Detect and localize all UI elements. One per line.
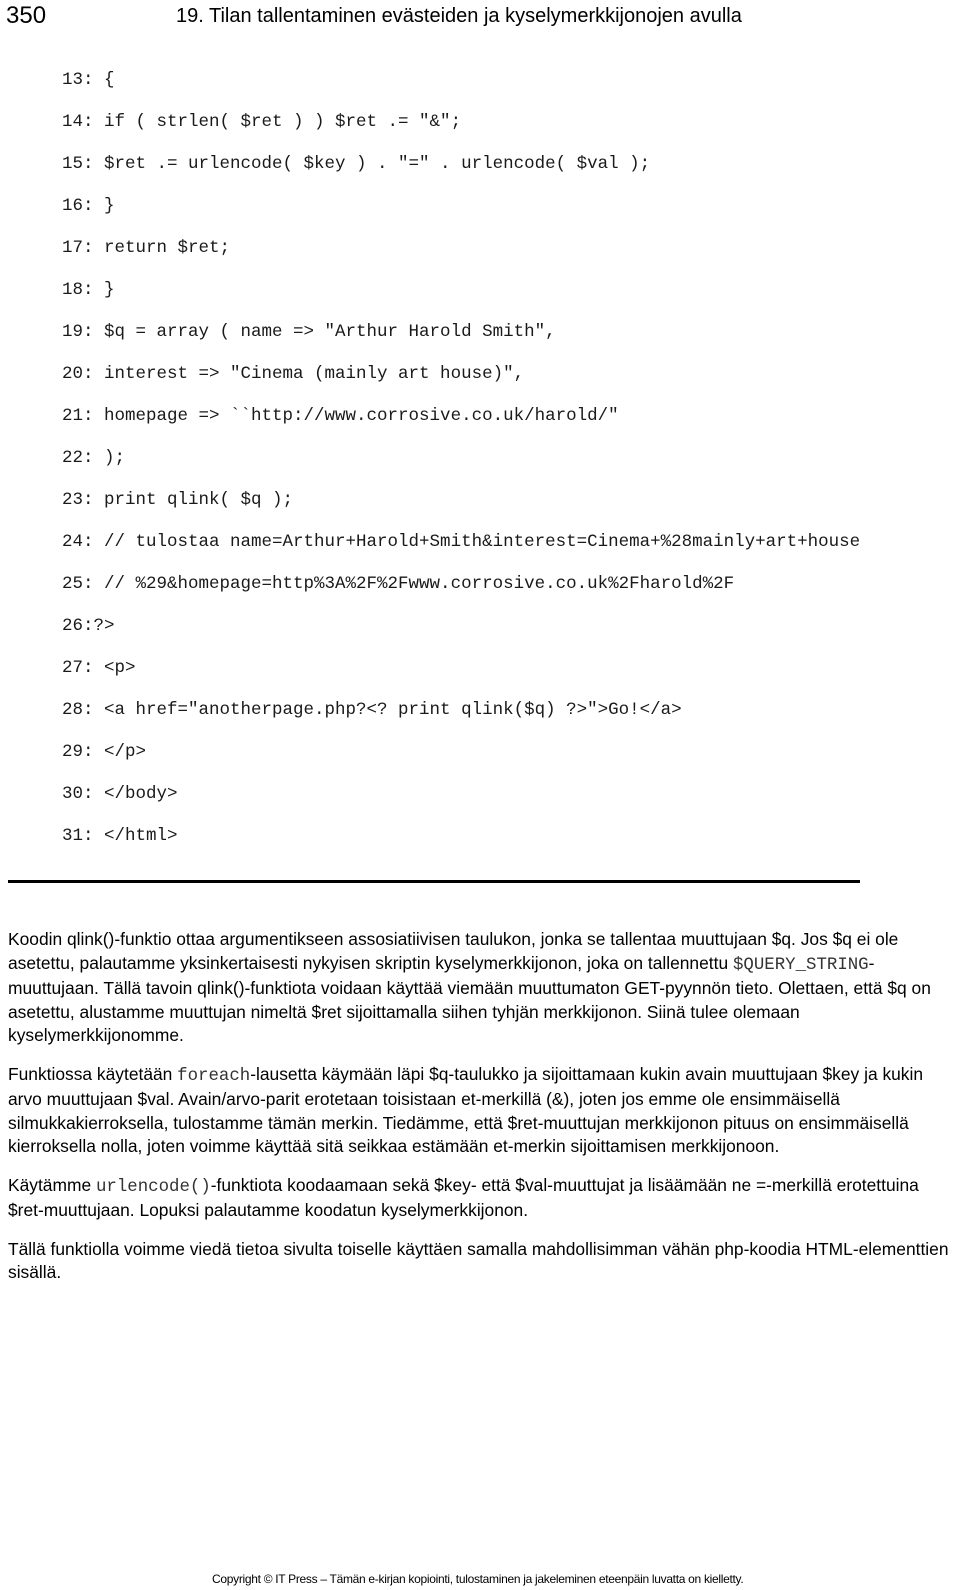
code-line: 19: $q = array ( name => "Arthur Harold Smith",: [62, 322, 556, 342]
code-line: 22: );: [62, 448, 126, 468]
code-line: 16: }: [62, 196, 115, 216]
code-line: 13: {: [62, 70, 115, 90]
code-line: 20: interest => "Cinema (mainly art house)",: [62, 364, 525, 384]
code-listing: [62, 69, 942, 867]
inline-code: urlencode(): [95, 1177, 211, 1197]
section-divider: [8, 880, 860, 883]
code-line: 28: <a href="anotherpage.php?<? print qlink($q) ?>">Go!</a>: [62, 700, 682, 720]
paragraph-urlencode: [8, 1174, 953, 1223]
paragraph-text: -muuttujaan. Tällä tavoin qlink()-funktiota voidaan käyttää viemään muuttumaton GET-pyynnön tieto. Olettaen, että $q on asetettu, alustamme muuttujan nimeltä $ret sijoittamalla siihen tyhjän merkkijonon. Siinä tulee olemaan kyselymerkkijonomme.: [8, 952, 931, 1045]
paragraph-text: Funktiossa käytetään: [8, 1063, 178, 1084]
code-line: 31: </html>: [62, 826, 178, 846]
inline-code: $QUERY_STRING: [732, 955, 869, 975]
paragraph-text: Käytämme: [8, 1174, 96, 1195]
code-line: 17: return $ret;: [62, 238, 231, 258]
code-line: 18: }: [62, 280, 115, 300]
page-number: 350: [6, 2, 47, 29]
paragraph-text: -funktiota koodaamaan sekä $key- että $val-muuttujat ja lisäämään ne =-merkillä erotettuina $ret-muuttujaan. Lopuksi palautamme koodatun kyselymerkkijonon.: [8, 1174, 919, 1220]
code-line: 24: // tulostaa name=Arthur+Harold+Smith&interest=Cinema+%28mainly+art+house: [62, 532, 861, 552]
code-line: 26:?>: [62, 616, 115, 636]
code-line: 15: $ret .= urlencode( $key ) . "=" . urlencode( $val );: [62, 154, 651, 174]
code-line: 30: </body>: [62, 784, 178, 804]
code-line: 29: </p>: [62, 742, 147, 762]
paragraph-foreach: [8, 1063, 953, 1159]
paragraph-text: -lausetta käymään läpi $q-taulukko ja sijoittamaan kukin avain muuttujaan $key ja kukin arvo muuttujaan $val. Avain/arvo-parit erotetaan toisistaan et-merkillä (&), joten jos emme ole ensimmäisellä silmukkakierroksella, tulostamme tämän merkin. Tiedämme, että $ret-muuttujan merkkijonon pituus on ensimmäisellä kierroksella nolla, joten voimme käyttää sitä seikkaa estämään et-merkin sijoittamisen merkkijonoon.: [8, 1063, 924, 1156]
code-line: 25: // %29&homepage=http%3A%2F%2Fwww.corrosive.co.uk%2Fharold%2F: [62, 574, 735, 594]
paragraph-summary: Tällä funktiolla voimme viedä tietoa sivulta toiselle käyttäen samalla mahdollisimman vähän php-koodia HTML-elementtien sisällä.: [8, 1238, 949, 1282]
body-text: [8, 928, 953, 1300]
code-line: 27: <p>: [62, 658, 136, 678]
code-line: 14: if ( strlen( $ret ) ) $ret .= "&";: [62, 112, 462, 132]
chapter-title: 19. Tilan tallentaminen evästeiden ja kyselymerkkijonojen avulla: [176, 5, 742, 27]
page-header: [0, 0, 960, 36]
inline-code: foreach: [177, 1066, 251, 1086]
paragraph-qlink-intro: [8, 928, 953, 1048]
copyright-footer: Copyright © IT Press – Tämän e-kirjan kopiointi, tulostaminen ja jakeleminen eteenpäin luvatta on kielletty.: [212, 1572, 744, 1586]
code-line: 21: homepage => ``http://www.corrosive.co.uk/harold/": [62, 406, 619, 426]
paragraph-text: Koodin qlink()-funktio ottaa argumentikseen assosiatiivisen taulukon, jonka se tallentaa muuttujaan $q. Jos $q ei ole asetettu, palautamme yksinkertaisesti nykyisen skriptin kyselymerkkijonon, joka on tallennettu: [8, 929, 899, 973]
code-line: 23: print qlink( $q );: [62, 490, 294, 510]
